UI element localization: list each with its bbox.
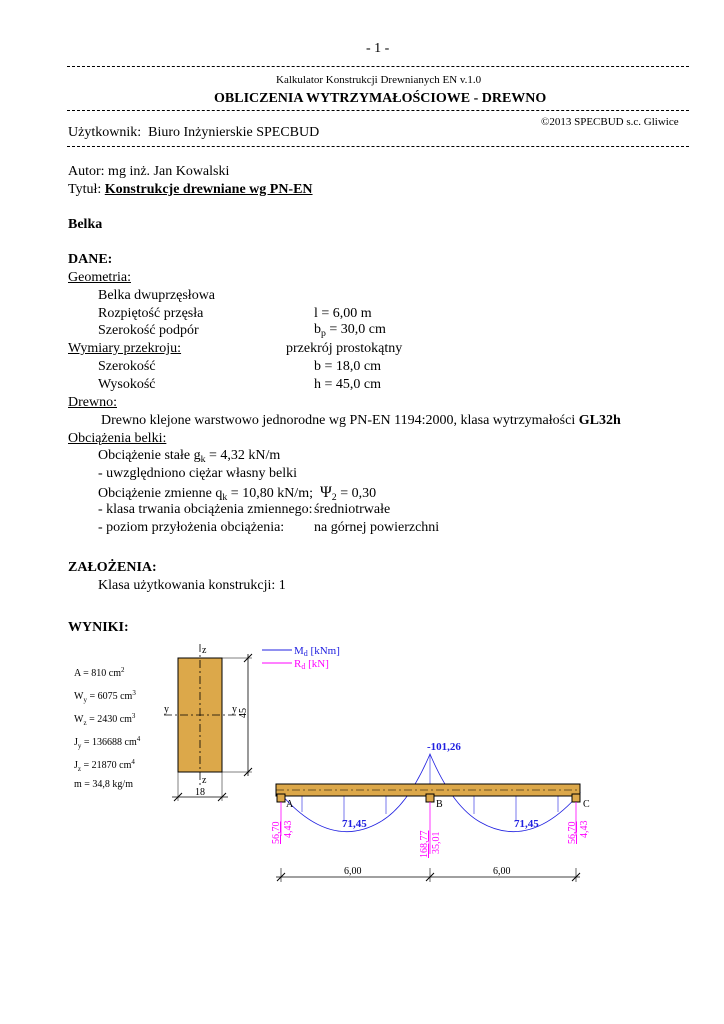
duration-value: średniotrwałe (314, 502, 391, 517)
wood-label: Drewno: (68, 395, 117, 410)
gk-line (98, 448, 280, 465)
legend-moment-label: Md [kNm] (294, 645, 340, 658)
legend-reaction-label: Rd [kN] (294, 658, 329, 670)
header-divider-1 (67, 66, 689, 67)
prop-wy: $W_y = 6075$ $cm^3$ (74, 689, 136, 704)
support-symbol: b (314, 322, 321, 337)
header-divider-3 (67, 146, 689, 147)
support-number: = 30,0 cm (325, 322, 386, 337)
prop-wz: $W_z = 2430$ $cm^3$ (74, 712, 136, 727)
wood-class: GL32h (578, 413, 621, 428)
level-value: na górnej powierzchni (314, 520, 440, 535)
gk-sub: k (200, 454, 206, 465)
moment-span-left-value: 71,45 (342, 818, 367, 830)
doc-title-label: Tytuł: (68, 182, 102, 197)
support-c (572, 794, 580, 802)
reaction-a-max: 56,70 (271, 821, 282, 844)
qk-line (98, 484, 376, 503)
qk-value: = 10,80 kN/m; (227, 486, 313, 501)
gk-text: Obciążenie stałe g (98, 448, 201, 463)
element-name: Belka (68, 217, 103, 232)
reaction-c-min: 4,43 (579, 820, 590, 838)
wyniki-heading: WYNIKI: (68, 620, 129, 635)
qk-sub: k (222, 492, 228, 503)
reaction-b-max: 168,77 (419, 830, 430, 858)
support-c-label: C (583, 799, 590, 810)
gk-value: = 4,32 kN/m (205, 448, 281, 463)
prop-area: A = 810 $cm^2$ (74, 666, 125, 679)
reaction-c-max: 56,70 (567, 821, 578, 844)
width-label: Szerokość (98, 359, 156, 374)
header-divider-2 (67, 110, 689, 111)
width-dimension-label: 18 (195, 787, 205, 798)
beam-type: Belka dwuprzęsłowa (98, 288, 216, 303)
support-sub: p (321, 328, 326, 339)
support-a (277, 794, 285, 802)
support-b (426, 794, 434, 802)
y-axis-label-right: y (232, 704, 237, 715)
support-value (314, 322, 386, 339)
level-label: - poziom przyłożenia obciążenia: (98, 520, 285, 535)
prop-jz: $J_z = 21870$ $cm^4$ (74, 758, 135, 773)
reaction-a-min: 4,43 (283, 820, 294, 838)
prop-mass: m = 34,8 kg/m (74, 779, 133, 790)
psi-value: = 0,30 (336, 486, 377, 501)
zalozenia-heading: ZAŁOŻENIA: (68, 560, 157, 575)
geometry-label: Geometria: (68, 270, 131, 285)
height-value: h = 45,0 cm (314, 377, 381, 392)
z-axis-label-bottom: z (202, 775, 207, 786)
section-properties (74, 662, 140, 793)
reaction-b-min: 35,01 (431, 831, 442, 854)
user-label: Użytkownik: (68, 125, 142, 140)
span-value: l = 6,00 m (314, 306, 372, 321)
beam-diagram (262, 736, 612, 886)
width-value: b = 18,0 cm (314, 359, 381, 374)
psi-sub: 2 (331, 492, 337, 503)
cross-section-drawing (150, 640, 260, 805)
moment-support-value: -101,26 (427, 741, 461, 753)
copyright: ©2013 SPECBUD s.c. Gliwice (541, 116, 679, 128)
user-line (68, 125, 319, 141)
support-a-label: A (286, 799, 294, 810)
span-label: Rozpiętość przęsła (98, 306, 204, 321)
doc-title-line (68, 182, 313, 198)
author: Autor: mg inż. Jan Kowalski (68, 164, 230, 179)
wood-text: Drewno klejone warstwowo jednorodne wg PN-EN 1194:2000, klasa wytrzymałości (101, 413, 579, 428)
duration-label: - klasa trwania obciążenia zmiennego: (98, 502, 313, 517)
moment-span-right-value: 71,45 (514, 818, 539, 830)
wood-description (101, 413, 621, 429)
support-b-label: B (436, 799, 443, 810)
page-number: - 1 - (366, 41, 390, 56)
height-label: Wysokość (98, 377, 156, 392)
dane-heading: DANE: (68, 252, 113, 267)
document-title: OBLICZENIA WYTRZYMAŁOŚCIOWE - DREWNO (214, 91, 547, 106)
psi-symbol: Ψ (319, 484, 332, 501)
service-class: Klasa użytkowania konstrukcji: 1 (98, 578, 286, 593)
y-axis-label-left: y (164, 704, 169, 715)
self-weight: - uwzględniono ciężar własny belki (98, 466, 298, 481)
span-right-dimension: 6,00 (493, 866, 511, 877)
section-label: Wymiary przekroju: (68, 341, 182, 356)
qk-text: Obciążenie zmienne q (98, 486, 223, 501)
height-dimension-label: 45 (238, 708, 249, 718)
doc-title-value: Konstrukcje drewniane wg PN-EN (104, 182, 313, 197)
user-value: Biuro Inżynierskie SPECBUD (148, 125, 320, 140)
section-value: przekrój prostokątny (286, 341, 403, 356)
support-label: Szerokość podpór (98, 323, 199, 338)
span-left-dimension: 6,00 (344, 866, 362, 877)
software-name: Kalkulator Konstrukcji Drewnianych EN v.1.0 (276, 74, 482, 86)
z-axis-label-top: z (202, 645, 207, 656)
loads-label: Obciążenia belki: (68, 431, 167, 446)
diagram-legend (258, 642, 368, 670)
prop-jy: $J_y = 136688$ $cm^4$ (74, 735, 141, 750)
